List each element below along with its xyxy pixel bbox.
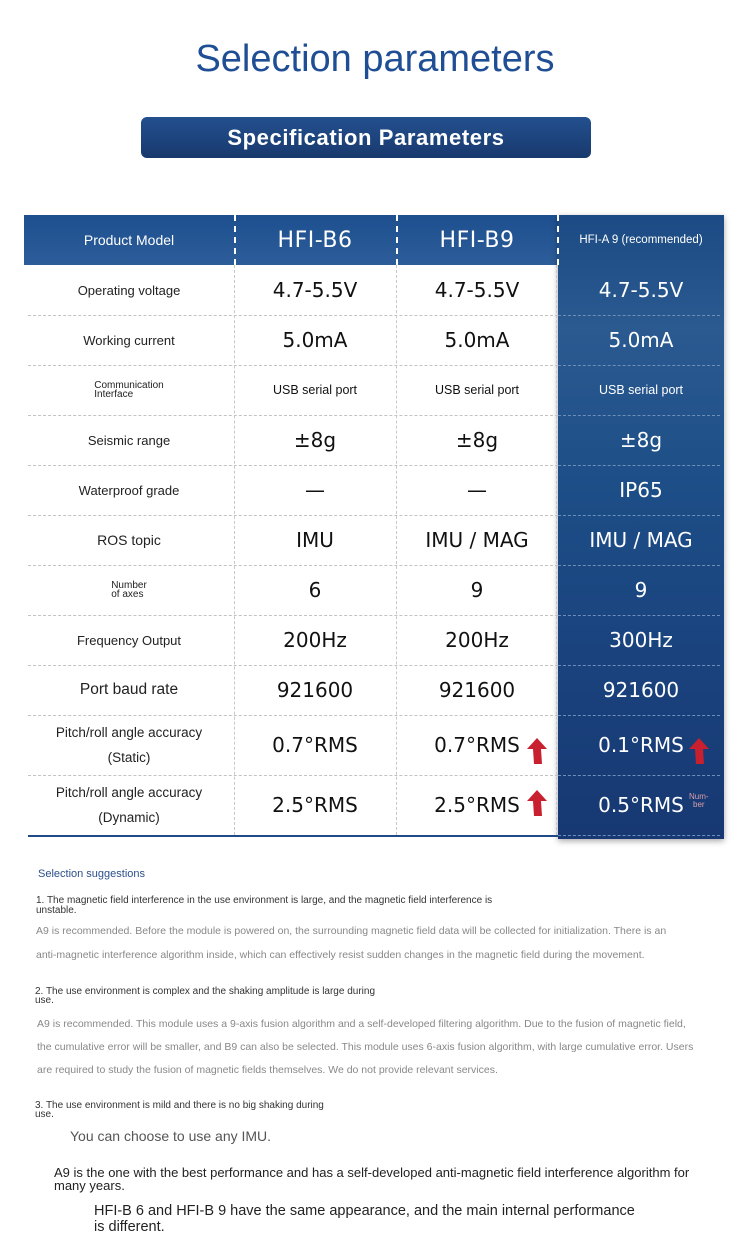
table-cell: ±8g xyxy=(293,428,337,452)
table-cell: 4.7-5.5V xyxy=(434,278,520,302)
table-cell: — xyxy=(467,478,487,502)
suggestion-1-body-line-2: anti-magnetic interference algorithm inside, which can effectively resist sudden changes in the magnetic field during the movement. xyxy=(36,949,645,961)
table-cell: 9 xyxy=(634,578,648,602)
suggestion-2-body-line-2: the cumulative error will be smaller, and B9 can also be selected. This module uses 6-axis fusion algorithm, with large cumulative error. Users xyxy=(37,1041,694,1053)
header-product-model-label: Product Model xyxy=(83,232,175,248)
row-label xyxy=(24,415,234,465)
row-label-text: Seismic range xyxy=(87,432,171,448)
row-label-text: Port baud rate xyxy=(79,681,179,698)
row-label xyxy=(24,775,234,835)
suggestion-1-title-line-1: 1. The magnetic field interference in the use environment is large, and the magnetic field interference is xyxy=(36,895,493,906)
tiny-note-line: Num- xyxy=(689,792,709,801)
summary-line-2: many years. xyxy=(54,1178,125,1193)
suggestion-1-title-line-2: unstable. xyxy=(36,905,77,916)
table-cell: ±8g xyxy=(455,428,499,452)
header-model-hfi-b9: HFI-B9 xyxy=(439,227,515,253)
suggestion-2-body-line-3: are required to study the fusion of magnetic fields themselves. We do not provide relevant services. xyxy=(37,1064,498,1076)
row-label-lines xyxy=(111,581,147,599)
row-label-line: Interface xyxy=(94,389,134,400)
row-label xyxy=(24,515,234,565)
row-separator-recommended xyxy=(558,835,720,836)
section-banner: Specification Parameters xyxy=(141,117,591,158)
final-note-line-2: is different. xyxy=(94,1219,165,1235)
table-cell: USB serial port xyxy=(434,383,520,397)
table-cell: 2.5°RMS xyxy=(272,793,358,817)
row-label-text: Frequency Output xyxy=(76,632,182,648)
row-label xyxy=(24,565,234,615)
row-label-line: (Dynamic) xyxy=(98,810,160,825)
row-label xyxy=(24,615,234,665)
table-cell: 0.7°RMS xyxy=(272,733,358,757)
row-label-line: (Static) xyxy=(107,750,151,765)
row-label-line: Pitch/roll angle accuracy xyxy=(55,785,203,800)
suggestion-3-title-line-1: 3. The use environment is mild and there is no big shaking during xyxy=(35,1100,324,1111)
table-cell: 300Hz xyxy=(609,628,673,652)
table-cell: 200Hz xyxy=(445,628,509,652)
header-model-hfi-b6: HFI-B6 xyxy=(277,227,353,253)
row-label-line: Communication xyxy=(94,380,164,391)
page-title: Selection parameters xyxy=(195,38,555,80)
table-cell: 5.0mA xyxy=(282,328,348,352)
column-separator xyxy=(396,265,397,835)
suggestion-3-body: You can choose to use any IMU. xyxy=(70,1128,272,1144)
header-divider xyxy=(557,215,559,265)
row-label xyxy=(24,365,234,415)
table-cell: 921600 xyxy=(438,678,516,702)
table-cell: 4.7-5.5V xyxy=(598,278,684,302)
table-bottom-rule xyxy=(28,835,558,837)
table-cell: 921600 xyxy=(276,678,354,702)
row-label-text: Waterproof grade xyxy=(78,482,180,498)
table-cell: 0.5°RMS xyxy=(598,793,684,817)
suggestion-1-body-line-1: A9 is recommended. Before the module is powered on, the surrounding magnetic field data will be collected for initialization. There is an xyxy=(36,925,667,937)
final-note-line-1: HFI-B 6 and HFI-B 9 have the same appearance, and the main internal performance xyxy=(94,1203,635,1219)
table-cell: 0.7°RMS xyxy=(434,733,520,757)
table-cell: 6 xyxy=(308,578,322,602)
up-arrow-icon xyxy=(688,737,710,765)
row-label-line: of axes xyxy=(111,589,144,600)
row-label xyxy=(24,315,234,365)
suggestions-heading: Selection suggestions xyxy=(38,868,146,880)
row-label xyxy=(24,265,234,315)
column-separator xyxy=(234,265,235,835)
suggestion-3-title-line-2: use. xyxy=(35,1109,54,1120)
header-divider xyxy=(396,215,398,265)
column-separator xyxy=(556,265,557,835)
row-label-text: ROS topic xyxy=(97,532,161,548)
row-label-lines xyxy=(56,725,202,765)
table-cell: — xyxy=(305,478,325,502)
row-label-line: Number xyxy=(111,580,147,591)
up-arrow-icon xyxy=(526,789,548,817)
row-label-text: Working current xyxy=(83,332,175,348)
row-label-line: Pitch/roll angle accuracy xyxy=(55,725,203,740)
header-divider xyxy=(234,215,236,265)
row-label xyxy=(24,715,234,775)
table-cell: IMU xyxy=(296,528,334,552)
summary-line-1: A9 is the one with the best performance and has a self-developed anti-magnetic field interference algorithm for xyxy=(54,1165,690,1180)
table-cell: 921600 xyxy=(602,678,680,702)
table-cell: 200Hz xyxy=(283,628,347,652)
row-label-text: Operating voltage xyxy=(77,282,181,298)
suggestion-2-title-line-2: use. xyxy=(35,995,54,1006)
suggestion-2-title-line-1: 2. The use environment is complex and the shaking amplitude is large during xyxy=(35,986,376,997)
table-cell: ±8g xyxy=(619,428,663,452)
table-cell: IP65 xyxy=(619,478,663,502)
table-cell: 5.0mA xyxy=(608,328,674,352)
table-cell: 0.1°RMS xyxy=(598,733,684,757)
row-label xyxy=(24,465,234,515)
row-label xyxy=(24,665,234,715)
table-cell: IMU / MAG xyxy=(425,528,529,552)
table-cell: 5.0mA xyxy=(444,328,510,352)
table-cell: IMU / MAG xyxy=(589,528,693,552)
table-cell: USB serial port xyxy=(598,383,684,397)
table-cell: 9 xyxy=(470,578,484,602)
table-cell: 2.5°RMS xyxy=(434,793,520,817)
up-arrow-icon xyxy=(526,737,548,765)
suggestion-2-body-line-1: A9 is recommended. This module uses a 9-axis fusion algorithm and a self-developed filtering algorithm. Due to the fusion of magnetic field, xyxy=(37,1018,686,1030)
header-model-hfi-a9: HFI-A 9 (recommended) xyxy=(579,234,703,246)
table-cell: 4.7-5.5V xyxy=(272,278,358,302)
row-label-lines xyxy=(56,785,202,825)
table-cell: USB serial port xyxy=(272,383,358,397)
tiny-note-line: ber xyxy=(693,800,705,809)
tiny-note xyxy=(689,793,709,809)
row-label-lines xyxy=(94,381,163,399)
